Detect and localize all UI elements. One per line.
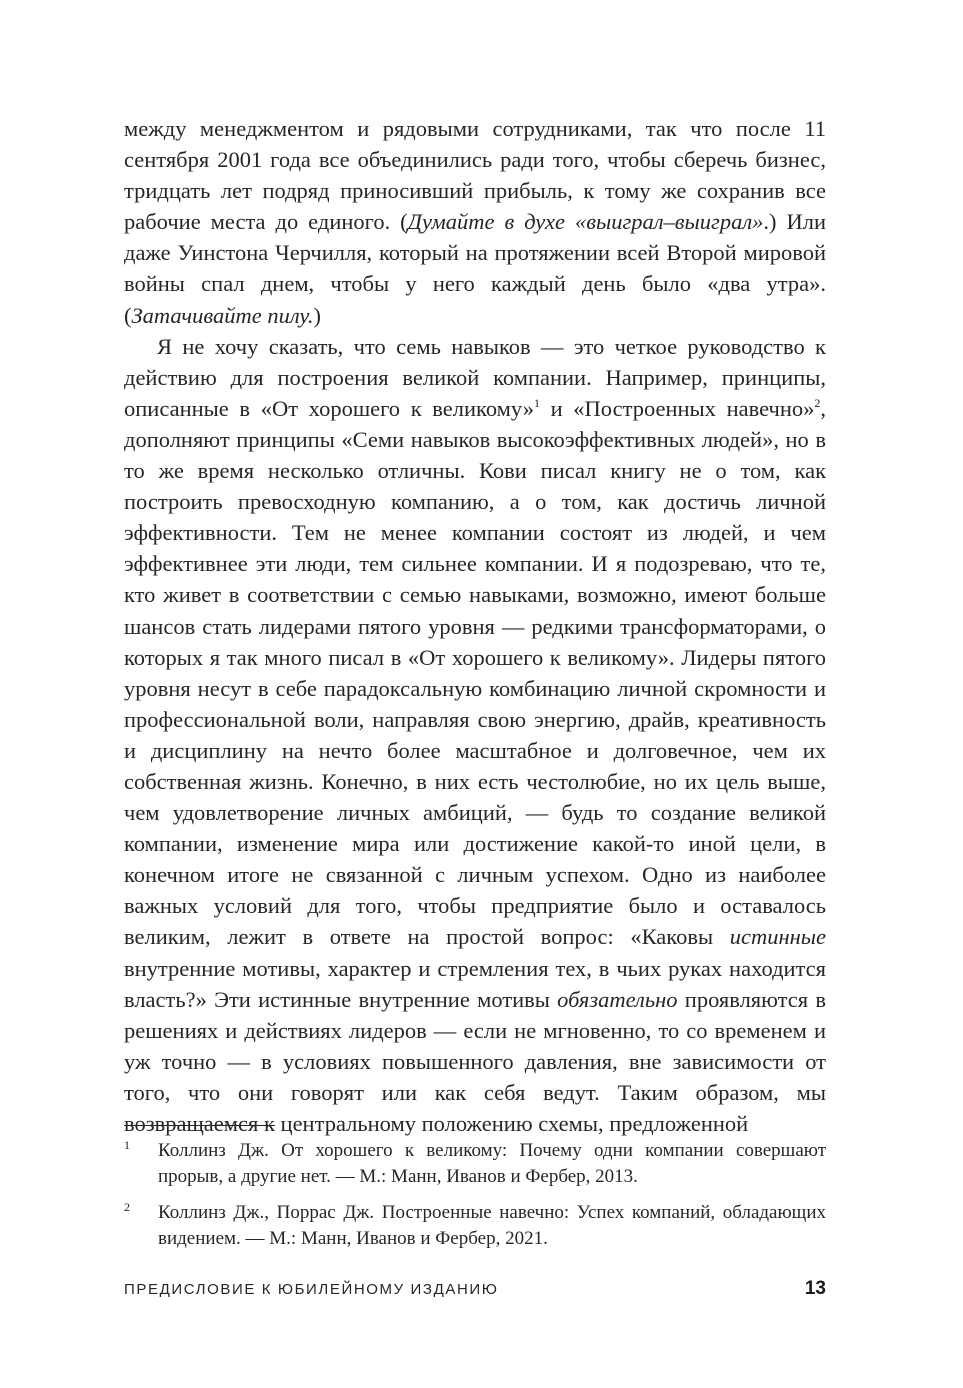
italic-text: истинные: [729, 924, 826, 950]
text-run: проявляются в решениях и действиях лидеров — если не мгновенно, то со временем и уж точно — в условиях повышенного давления, вне зависимости от того, что они говорят или как себя ведут. Таким образом, мы возвращаемся к центральному положению схемы, предложенной: [124, 986, 826, 1136]
running-footer-title: ПРЕДИСЛОВИЕ К ЮБИЛЕЙНОМУ ИЗДАНИЮ: [124, 1281, 499, 1298]
footnote-1: [124, 1138, 826, 1190]
text-run: и «Построенных навечно»: [539, 395, 815, 421]
footnote-text: Коллинз Дж. От хорошего к великому: Почему одни компании совершают прорыв, а другие нет. — М.: Манн, Иванов и Фербер, 2013.: [158, 1140, 826, 1187]
text-run: .) Или даже Уинстона Черчилля, который на протяжении всей Второй мировой войны спал днем, чтобы у него каждый день было «два утра». (: [124, 209, 827, 328]
text-run: ): [313, 302, 322, 328]
footnote-number: 2: [124, 1200, 130, 1214]
footnotes: [124, 1138, 826, 1262]
footnote-number: 1: [124, 1138, 130, 1152]
text-run: , дополняют принципы «Семи навыков высокоэффективных людей», но в то же время несколько отличны. Кови писал книгу не о том, как построить превосходную компанию, а о том, как достичь личной эффективности. Тем не менее компании состоят из людей, и чем эффективнее эти люди, тем сильнее компании. И я подозреваю, что те, кто живет в соответствии с семью навыками, возможно, имеют больше шансов стать лидерами пятого уровня — редкими трансформаторами, о которых я так много писал в «От хорошего к великому». Лидеры пятого уровня несут в себе парадоксальную комбинацию личной скромности и профессиональной воли, направляя свою энергию, драйв, креативность и дисциплину на нечто более масштабное и долговечное, чем их собственная жизнь. Конечно, в них есть честолюбие, но их цель выше, чем удовлетворение личных амбиций, — будь то создание великой компании, изменение мира или достижение какой-то иной цели, в конечном итоге не связанной с личным успехом. Одно из наиболее важных условий для того, чтобы предприятие было и оставалось великим, лежит в ответе на простой вопрос: «Каковы: [124, 395, 826, 950]
paragraph-1: [124, 113, 826, 331]
italic-text: Думайте в духе «выиграл–выиграл»: [407, 209, 764, 235]
page-number: 13: [804, 1278, 826, 1299]
paragraph-2: [124, 331, 826, 1139]
text-run: между менеджментом и рядовыми сотрудниками, так что после 11 сентября 2001 года все объединились ради того, чтобы сберечь бизнес, тридцать лет подряд приносивший прибыль, к тому же сохранив все рабочие места до единого. (: [124, 116, 826, 235]
body-text: [124, 113, 826, 1139]
italic-text: обязательно: [557, 986, 678, 1012]
footnote-divider: [124, 1125, 275, 1126]
italic-text: Затачивайте пилу.: [131, 302, 314, 328]
footnote-ref-1[interactable]: 1: [533, 395, 540, 410]
text-run: внутренние мотивы, характер и стремления тех, в чьих руках находится власть?» Эти истинные внутренние мотивы: [124, 955, 826, 1012]
footnote-ref-2[interactable]: 2: [814, 395, 821, 410]
footnote-text: Коллинз Дж., Поррас Дж. Построенные навечно: Успех компаний, обладающих видением. — М.: Манн, Иванов и Фербер, 2021.: [158, 1202, 826, 1249]
footnote-2: [124, 1200, 826, 1252]
text-run: Я не хочу сказать, что семь навыков — это четкое руководство к действию для построения великой компании. Например, принципы, описанные в «От хорошего к великому»: [124, 333, 826, 421]
